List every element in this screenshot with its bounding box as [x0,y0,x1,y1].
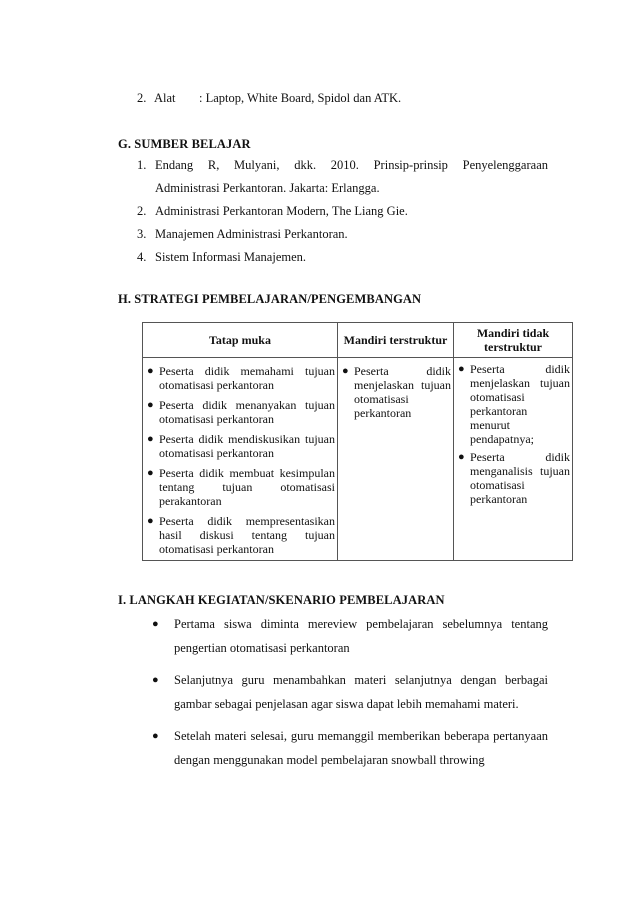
list-item [458,450,570,506]
list-item [147,466,335,508]
sumber-item-3-number: 3. [137,227,147,241]
list-item-text: Peserta didik memahami tujuan otomatisasi perkantoran [159,364,335,392]
list-item-text: Selanjutnya guru menambahkan materi selanjutnya dengan berbagai gambar sebagai penjelasan agar siswa dapat lebih memahami materi. [174,673,548,711]
sumber-item-2-number: 2. [137,204,147,218]
list-item-text: Peserta didik menjelaskan tujuan otomatisasi perkantoran [354,364,451,420]
header-tatap-muka: Tatap muka [143,323,338,358]
list-item [147,432,335,460]
list-item [147,514,335,556]
bullet-icon: ● [147,467,154,479]
list-item-text: Peserta didik menjelaskan tujuan otomatisasi perkantoran menurut pendapatnya; [470,362,570,446]
bullet-icon: ● [147,515,154,527]
sumber-item-1-line1: Endang R, Mulyani, dkk. 2010. Prinsip-prinsip Penyelenggaraan [155,158,548,172]
bullet-icon: ● [458,363,465,375]
list-item-text: Peserta didik mempresentasikan hasil diskusi tentang tujuan otomatisasi perkantoran [159,514,335,556]
header-mandiri-tidak-terstruktur: Mandiri tidak terstruktur [454,323,573,358]
sumber-item-4-number: 4. [137,250,147,264]
bullet-icon: ● [152,618,159,630]
list-item-text: Pertama siswa diminta mereview pembelajaran sebelumnya tentang pengertian otomatisasi perkantoran [174,617,548,655]
langkah-heading: I. LANGKAH KEGIATAN/SKENARIO PEMBELAJARAN [118,593,445,607]
list-item-text: Peserta didik membuat kesimpulan tentang tujuan otomatisasi perakantoran [159,466,335,508]
cell-mandiri-tidak-terstruktur [454,358,573,561]
cell-mandiri-terstruktur [338,358,454,561]
alat-label: Alat [154,91,176,105]
list-item-text: Peserta didik menganalisis tujuan otomatisasi perkantoran [470,450,570,506]
bullet-icon: ● [147,399,154,411]
header-mandiri-terstruktur: Mandiri terstruktur [338,323,454,358]
list-item [150,724,548,772]
sumber-item-1-line2: Administrasi Perkantoran. Jakarta: Erlangga. [155,181,380,195]
list-item-text: Peserta didik mendiskusikan tujuan otomatisasi perkantoran [159,432,335,460]
langkah-list [150,612,548,780]
list-item [342,364,451,420]
list-item [150,612,548,660]
list-item [147,364,335,392]
list-item [147,398,335,426]
strategi-table [142,322,573,561]
alat-text: : Laptop, White Board, Spidol dan ATK. [199,91,402,105]
sumber-item-2-text: Administrasi Perkantoran Modern, The Liang Gie. [155,204,408,218]
bullet-icon: ● [342,365,349,377]
strategi-heading: H. STRATEGI PEMBELAJARAN/PENGEMBANGAN [118,292,422,306]
sumber-item-1-number: 1. [137,158,147,172]
bullet-icon: ● [152,730,159,742]
bullet-icon: ● [147,365,154,377]
strategi-table-body-row [143,358,573,561]
sumber-item-4-text: Sistem Informasi Manajemen. [155,250,307,264]
bullet-icon: ● [147,433,154,445]
sumber-belajar-heading: G. SUMBER BELAJAR [118,137,251,151]
list-item [458,362,570,446]
bullet-icon: ● [458,451,465,463]
list-item-text: Peserta didik menanyakan tujuan otomatisasi perkantoran [159,398,335,426]
list-item-text: Setelah materi selesai, guru memanggil memberikan beberapa pertanyaan dengan menggunakan model pembelajaran snowball throwing [174,729,548,767]
cell-tatap-muka [143,358,338,561]
strategi-table-header-row [143,323,573,358]
alat-number: 2. [137,91,147,105]
list-item [150,668,548,716]
sumber-item-3-text: Manajemen Administrasi Perkantoran. [155,227,348,241]
bullet-icon: ● [152,674,159,686]
